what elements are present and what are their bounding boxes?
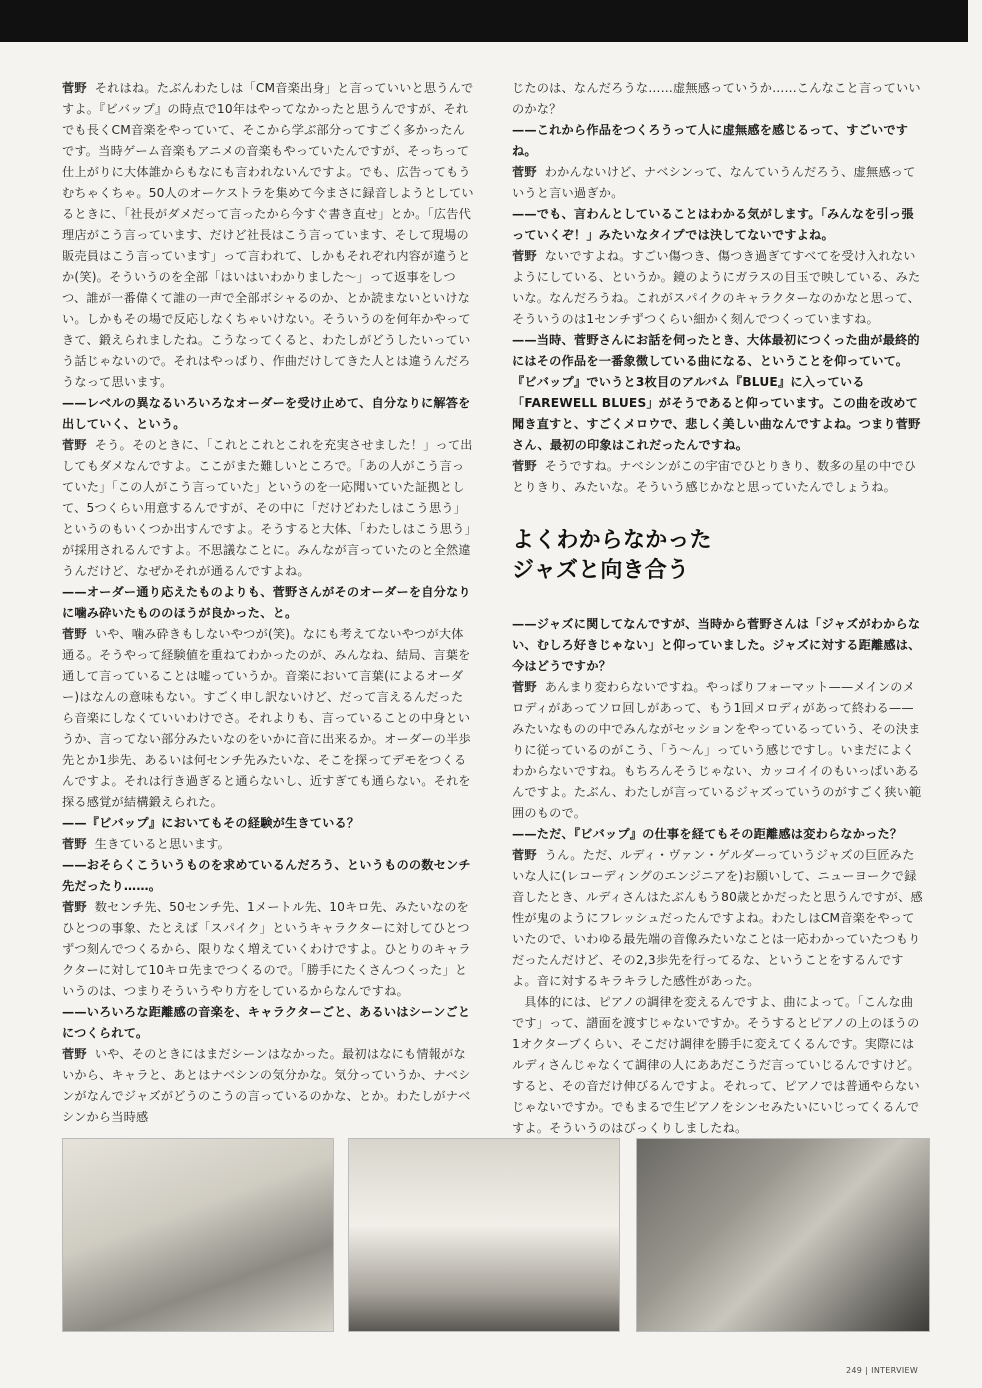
question-paragraph: ——オーダー通り応えたものよりも、菅野さんがそのオーダーを自分なりに噛み砕いたもののほうが良かった、と。 xyxy=(62,585,471,620)
body-paragraph: 具体的には、ピアノの調律を変えるんですよ、曲によって。「こんな曲です」って、譜面を渡すじゃないですか。そうするとピアノの上のほうの1オクターブくらい、そこだけ調律を勝手に変えてくるんです。実際にはルディさんじゃなくて調律の人にああだこうだ言っていじるんですけど。すると、その音だけ伸びるんですよ。それって、ピアノでは普通やらないじゃないですか。でもまるで生ピアノをシンセみたいにいじってくるんですよ。そういうのはびっくりしましたね。 xyxy=(512,995,920,1135)
question-paragraph: ——おそらくこういうものを求めているんだろう、というものの数センチ先だったり……。 xyxy=(62,858,471,893)
answer-paragraph xyxy=(512,162,924,204)
speaker-label: 菅野 xyxy=(62,81,87,95)
section-heading-line-2: ジャズと向き合う xyxy=(512,558,690,583)
answer-paragraph xyxy=(62,897,474,1002)
answer-paragraph xyxy=(512,246,924,330)
answer-paragraph xyxy=(62,1044,474,1128)
answer-text: それはね。たぶんわたしは「CM音楽出身」と言っていいと思うんですよ。『ビバップ』の時点で10年はやってなかったと思うんですが、それでも長くCM音楽をやっていて、そこから学ぶ部分ってすごく多かったんです。当時ゲーム音楽もアニメの音楽もやっていたんですが、そっちって仕上がりに大体誰からもなにも言われないんですよ。でも、広告ってもうむちゃくちゃ。50人のオーケストラを集めて今まさに録音しようとしているときに、「社長がダメだって言ったから今すぐ書き直せ」とか。「広告代理店がこう言っています、だけど社長はこう言っています、そして現場の販売員はこう言っています」って言われて、しかもそれぞれ内容が違うとか(笑)。そういうのを全部「はいはいわかりました〜」って返事をしつつ、誰が一番偉くて誰の一声で全部ボシャるのか、とか読まないといけない。しかもその場で反応しなくちゃいけない。そういうのを何年かやってきて、鍛えられましたね。こうなってくると、わたしがどうしたいっていう話じゃないので。それはやっぱり、作曲だけしてきた人とは違うんだろうなって思います。 xyxy=(62,81,474,389)
speaker-label: 菅野 xyxy=(62,438,87,452)
right-column-bottom xyxy=(512,614,924,1139)
continued-paragraph: じたのは、なんだろうな……虚無感っていうか……こんなこと言っていいのかな？ xyxy=(512,81,921,116)
answer-paragraph xyxy=(62,624,474,813)
right-column xyxy=(512,78,924,1139)
question-paragraph: ——いろいろな距離感の音楽を、キャラクターごと、あるいはシーンごとにつくられて。 xyxy=(62,1005,471,1040)
question-paragraph: ——でも、言わんとしていることはわかる気がします。「みんなを引っ張っていくぞ！」みたいなタイプでは決してないですよね。 xyxy=(512,207,914,242)
left-column xyxy=(62,78,474,1128)
question-paragraph: ——『ビバップ』においてもその経験が生きている？ xyxy=(62,816,360,830)
photo-woman-jeans xyxy=(62,1138,334,1332)
speaker-label: 菅野 xyxy=(512,680,537,694)
speaker-label: 菅野 xyxy=(62,900,87,914)
page-number: 249 xyxy=(846,1366,863,1375)
answer-text: うん。ただ、ルディ・ヴァン・ゲルダーっていうジャズの巨匠みたいな人に(レコーディングのエンジニアを)お願いして、ニューヨークで録音したとき、ルディさんはたぶんもう80歳とかだったと思うんですが、感性が鬼のようにフレッシュだったんですよね。わたしはCM音楽をやっていたので、いわゆる最先端の音像みたいなことは一応わかっていたつもりだったんだけど、その2,3歩先を行ってるな、ということをするんですよ。音に対するキラキラした感性があった。 xyxy=(512,848,923,988)
section-heading xyxy=(512,526,924,586)
question-paragraph: ——当時、菅野さんにお話を伺ったとき、大体最初につくった曲が最終的にはその作品を一番象徴している曲になる、ということを仰っていて。『ビバップ』でいうと3枚目のアルバム『BLUE』に入っている「FAREWELL BLUES」がそうであると仰っています。この曲を改めて聞き直すと、すごくメロウで、悲しく美しい曲なんですよね。つまり菅野さん、最初の印象はこれだったんですね。 xyxy=(512,333,921,452)
question-paragraph: ——ただ、『ビバップ』の仕事を経てもその距離感は変わらなかった？ xyxy=(512,827,903,841)
answer-text: 生きていると思います。 xyxy=(94,837,231,851)
question-paragraph: ——これから作品をつくろうって人に虚無感を感じるって、すごいですね。 xyxy=(512,123,909,158)
top-band-notch xyxy=(968,0,982,42)
answer-text: 数センチ先、50センチ先、1メートル先、10キロ先、みたいなのをひとつの事象、たとえば「スパイク」というキャラクターに対してひとつずつ刻んでつくるから、限りなく増えていくわけですよ。ひとりのキャラクターに対して10キロ先までつくるので。「勝手にたくさんつくった」というのは、つまりそういうやり方をしているからなんですね。 xyxy=(62,900,471,998)
answer-paragraph xyxy=(512,845,924,992)
page-footer xyxy=(846,1366,918,1375)
answer-text: そうですね。ナベシンがこの宇宙でひとりきり、数多の星の中でひとりきり、みたいな。そういう感じかなと思っていたんでしょうね。 xyxy=(512,459,917,494)
speaker-label: 菅野 xyxy=(62,627,87,641)
answer-paragraph xyxy=(62,834,474,855)
footer-section: INTERVIEW xyxy=(871,1366,919,1375)
speaker-label: 菅野 xyxy=(512,848,537,862)
section-heading-line-1: よくわからなかった xyxy=(512,528,712,553)
question-paragraph: ——レベルの異なるいろいろなオーダーを受け止めて、自分なりに解答を出していく、という。 xyxy=(62,396,471,431)
speaker-label: 菅野 xyxy=(512,459,537,473)
photo-strip xyxy=(62,1138,928,1330)
answer-text: わかんないけど、ナベシンって、なんていうんだろう、虚無感っていうと言い過ぎか。 xyxy=(512,165,916,200)
answer-paragraph xyxy=(512,677,924,824)
speaker-label: 菅野 xyxy=(62,1047,87,1061)
right-column-top xyxy=(512,78,924,498)
photo-wine-glass-table xyxy=(348,1138,620,1332)
answer-text: いや、そのときにはまだシーンはなかった。最初はなにも情報がないから、キャラと、あとはナベシンの気分かな。気分っていうか、ナベシンがなんでジャズがどうのこうの言っているのかな、とか。わたしがナベシンから当時感 xyxy=(62,1047,471,1124)
speaker-label: 菅野 xyxy=(512,249,537,263)
answer-text: いや、噛み砕きもしないやつが(笑)。なにも考えてないやつが大体通る。そうやって経験値を重ねてわかったのが、みんなね、結局、言葉を通して言っていることは嘘っていうか。音楽において言葉(によるオーダー)はなんの意味もない。すごく申し訳ないけど、だって言えるんだったら音楽にしなくていいわけでさ。それよりも、言っていることの中身というか、言ってない部分みたいなのをいかに音に出来るか。オーダーの半歩先とか1歩先、あるいは何センチ先みたいな、そこを探ってデモをつくるんですよ。それは行き過ぎると通らないし、近すぎても通らない。それを探る感覚が結構鍛えられた。 xyxy=(62,627,471,809)
answer-paragraph xyxy=(62,435,474,582)
top-black-band xyxy=(0,0,982,42)
answer-paragraph xyxy=(62,78,474,393)
photo-old-man-portrait xyxy=(636,1138,930,1332)
speaker-label: 菅野 xyxy=(512,165,537,179)
answer-text: そう。そのときに、「これとこれとこれを充実させました！」って出してもダメなんですよ。ここがまた難しいところで。「あの人がこう言っていた」「この人がこう言っていた」というのを一応聞いていた証拠として、5つくらい用意するんですが、その中に「だけどわたしはこう思う」というのもいくつか出すんですよ。そうすると大体、「わたしはこう思う」が採用されるんですよ。不思議なことに。みんなが言っていたのと全然違うんだけど、なぜかそれが通るんですよね。 xyxy=(62,438,473,578)
question-paragraph: ——ジャズに関してなんですが、当時から菅野さんは「ジャズがわからない、むしろ好きじゃない」と仰っていました。ジャズに対する距離感は、今はどうですか？ xyxy=(512,617,921,673)
footer-separator: | xyxy=(865,1366,869,1375)
speaker-label: 菅野 xyxy=(62,837,87,851)
answer-text: あんまり変わらないですね。やっぱりフォーマット——メインのメロディがあってソロ回しがあって、もう1回メロディがあって終わる——みたいなものの中でみんながセッションをやっているっていう、その決まりに従っているのがこう、「う〜ん」っていう感じですし。いまだによくわからないですね。もちろんそうじゃない、カッコイイのもいっぱいあるんですよ。たぶん、わたしが言っているジャズっていうのがすごく狭い範囲のもので。 xyxy=(512,680,922,820)
answer-text: ないですよね。すごい傷つき、傷つき過ぎてすべてを受け入れないようにしている、というか。鏡のようにガラスの目玉で映している、みたいな。なんだろうね。これがスパイクのキャラクターなのかなと思って、そういうのは1センチずつくらい細かく刻んでつくっていますね。 xyxy=(512,249,921,326)
answer-paragraph xyxy=(512,456,924,498)
